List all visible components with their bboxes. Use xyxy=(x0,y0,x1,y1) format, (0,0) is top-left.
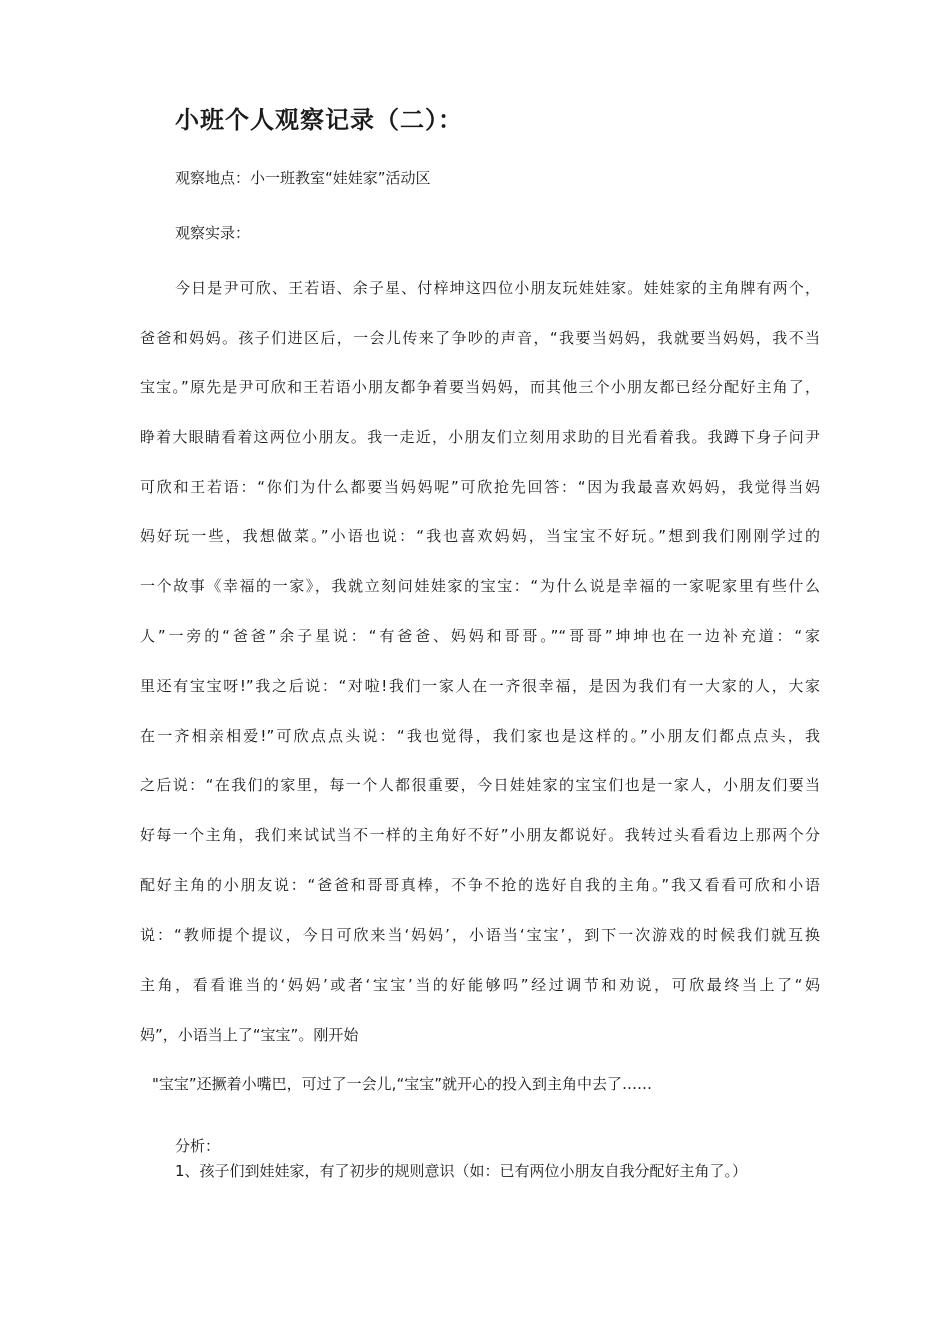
record-tail: "宝宝”还撅着小嘴巴，可过了一会儿,“宝宝”就开心的投入到主角中去了…… xyxy=(152,1075,652,1093)
record-line: 一个故事《幸福的一家》，我就立刻问娃娃家的宝宝：“为什么说是幸福的一家呢家里有些什么 xyxy=(140,577,820,595)
record-line: 好每一个主角，我们来试试当不一样的主角好不好”小朋友都说好。我转过头看看边上那两个分 xyxy=(140,826,820,844)
record-line: 说：“教师提个提议，今日可欣来当‘妈妈’，小语当‘宝宝’，到下一次游戏的时候我们就互换 xyxy=(140,926,820,944)
record-line: 在一齐相亲相爱!”可欣点点头说：“我也觉得，我们家也是这样的。”小朋友们都点点头，我 xyxy=(140,727,820,745)
record-line: 妈”，小语当上了“宝宝”。刚开始 xyxy=(140,1026,359,1044)
record-line: 主角，看看谁当的‘妈妈’或者‘宝宝’当的好能够吗”经过调节和劝说，可欣最终当上了“妈 xyxy=(140,976,820,994)
record-line: 配好主角的小朋友说：“爸爸和哥哥真棒，不争不抢的选好自我的主角。”我又看看可欣和小语 xyxy=(140,876,820,894)
record-line: 宝宝。”原先是尹可欣和王若语小朋友都争着要当妈妈，而其他三个小朋友都已经分配好主角了， xyxy=(140,378,820,396)
analysis-item: 1、孩子们到娃娃家，有了初步的规则意识（如：已有两位小朋友自我分配好主角了。） xyxy=(175,1162,748,1180)
record-line: 之后说：“在我们的家里，每一个人都很重要，今日娃娃家的宝宝们也是一家人，小朋友们要当 xyxy=(140,776,820,794)
record-line: 妈好玩一些，我想做菜。”小语也说：“我也喜欢妈妈，当宝宝不好玩。”想到我们刚刚学过的 xyxy=(140,527,820,545)
record-line: 爸爸和妈妈。孩子们进区后，一会儿传来了争吵的声音，“我要当妈妈，我就要当妈妈，我不当 xyxy=(140,329,820,347)
analysis-heading: 分析： xyxy=(175,1137,221,1155)
observation-location: 观察地点：小一班教室“娃娃家”活动区 xyxy=(175,169,431,187)
record-heading: 观察实录： xyxy=(175,224,251,242)
record-line: 可欣和王若语：“你们为什么都要当妈妈呢”可欣抢先回答：“因为我最喜欢妈妈，我觉得当妈 xyxy=(140,478,820,496)
record-line: 睁着大眼睛看着这两位小朋友。我一走近，小朋友们立刻用求助的目光看着我。我蹲下身子问尹 xyxy=(140,428,820,446)
document-title: 小班个人观察记录（二）： xyxy=(175,106,463,134)
record-line: 今日是尹可欣、王若语、余子星、付梓坤这四位小朋友玩娃娃家。娃娃家的主角牌有两个， xyxy=(175,279,820,297)
record-line: 人”一旁的“爸爸”余子星说：“有爸爸、妈妈和哥哥。”“哥哥”坤坤也在一边补充道：“家 xyxy=(140,627,820,645)
record-line: 里还有宝宝呀!”我之后说：“对啦!我们一家人在一齐很幸福，是因为我们有一大家的人，大家 xyxy=(140,677,820,695)
